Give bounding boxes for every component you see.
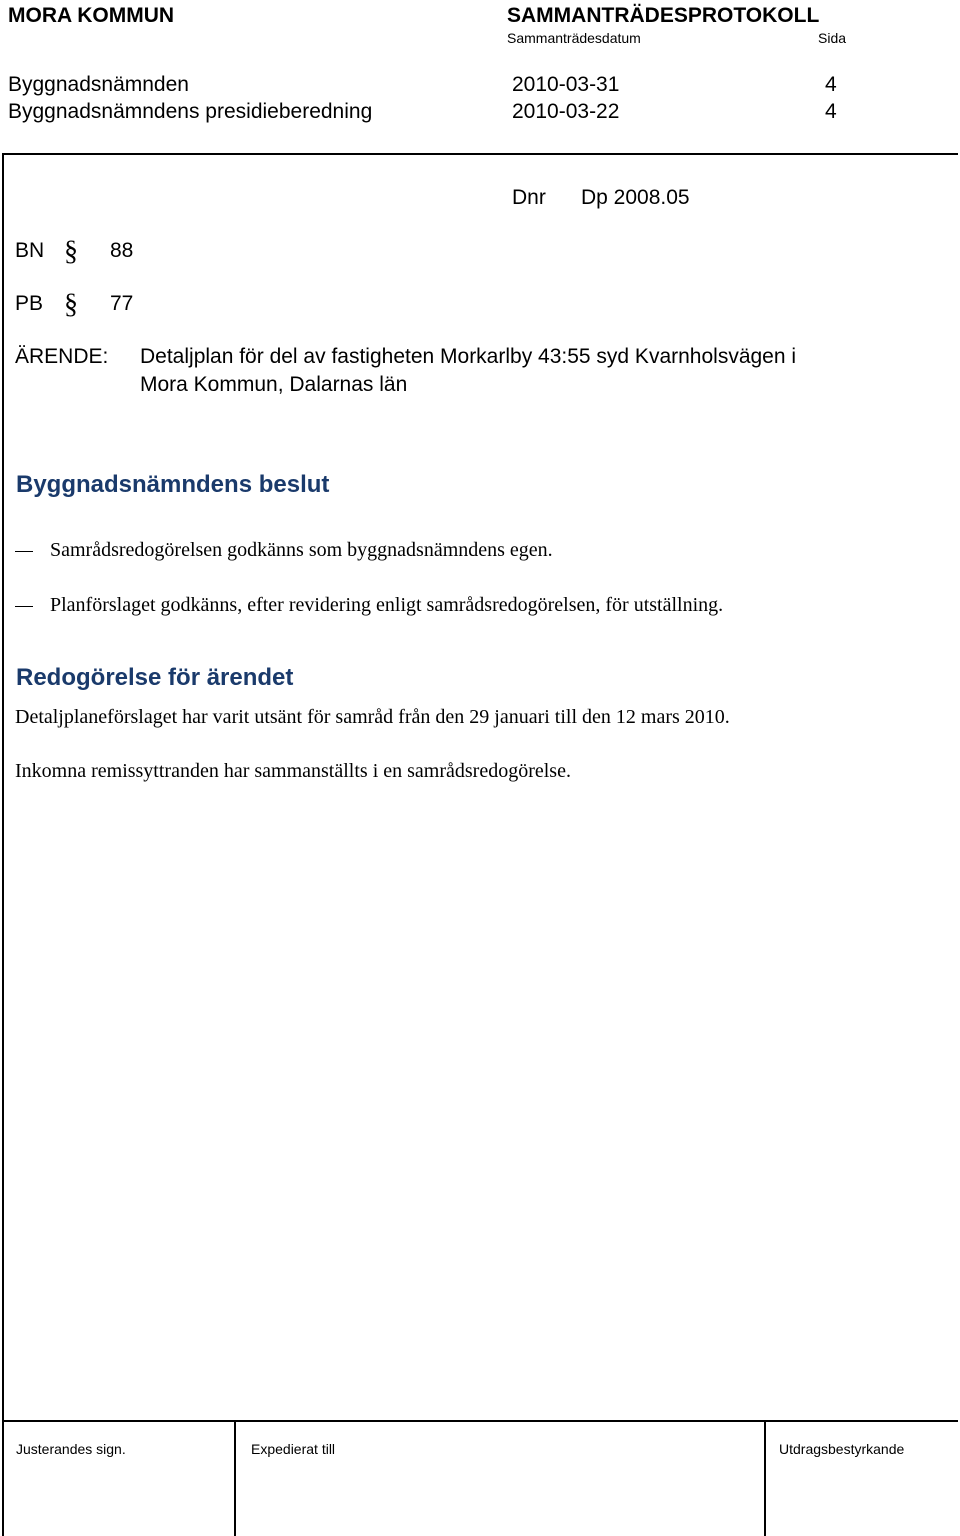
report-paragraph: Detaljplaneförslaget har varit utsänt för samråd från den 29 januari till den 12 mars 2010. (15, 706, 730, 728)
dnr-value: Dp 2008.05 (581, 186, 690, 209)
footer-cell-extract-certified: Utdragsbestyrkande (779, 1441, 905, 1457)
body-name: Byggnadsnämndens presidieberedning (8, 100, 373, 123)
decision-item-text: Planförslaget godkänns, efter revidering enligt samrådsredogörelsen, för utställning. (50, 594, 724, 616)
org-name: MORA KOMMUN (8, 4, 175, 27)
paragraph-number: 77 (110, 292, 134, 315)
body-name: Byggnadsnämnden (8, 73, 189, 96)
page-number: 4 (825, 100, 837, 123)
page-number: 4 (825, 73, 837, 96)
footer-cell-dispatched-to: Expedierat till (251, 1441, 336, 1457)
paragraph-org: PB (15, 292, 44, 315)
page-label: Sida (818, 30, 847, 46)
section-symbol: § (64, 236, 78, 267)
document-type: SAMMANTRÄDESPROTOKOLL (507, 4, 820, 27)
dnr-label: Dnr (512, 186, 546, 209)
footer-cell-adjusters-sign: Justerandes sign. (16, 1441, 126, 1457)
dash-bullet (15, 551, 33, 552)
meeting-date: 2010-03-31 (512, 73, 620, 96)
decision-item-text: Samrådsredogörelsen godkänns som byggnadsnämndens egen. (50, 539, 553, 561)
meeting-date-label: Sammanträdesdatum (507, 30, 641, 46)
paragraph-number: 88 (110, 239, 134, 262)
frame-left-rule (2, 153, 4, 1536)
footer-divider (234, 1420, 236, 1536)
report-heading: Redogörelse för ärendet (16, 664, 294, 691)
decision-heading: Byggnadsnämndens beslut (16, 471, 330, 498)
frame-top-rule (2, 153, 958, 155)
matter-label: ÄRENDE: (15, 345, 109, 368)
footer-top-rule (2, 1420, 958, 1422)
dash-bullet (15, 606, 33, 607)
paragraph-org: BN (15, 239, 45, 262)
section-symbol: § (64, 289, 78, 320)
matter-title-line-1: Detaljplan för del av fastigheten Morkarlby 43:55 syd Kvarnholsvägen i (140, 345, 797, 368)
footer-divider (764, 1420, 766, 1536)
matter-title-line-2: Mora Kommun, Dalarnas län (140, 373, 408, 396)
meeting-date: 2010-03-22 (512, 100, 620, 123)
report-paragraph: Inkomna remissyttranden har sammanställts i en samrådsredogörelse. (15, 760, 571, 782)
